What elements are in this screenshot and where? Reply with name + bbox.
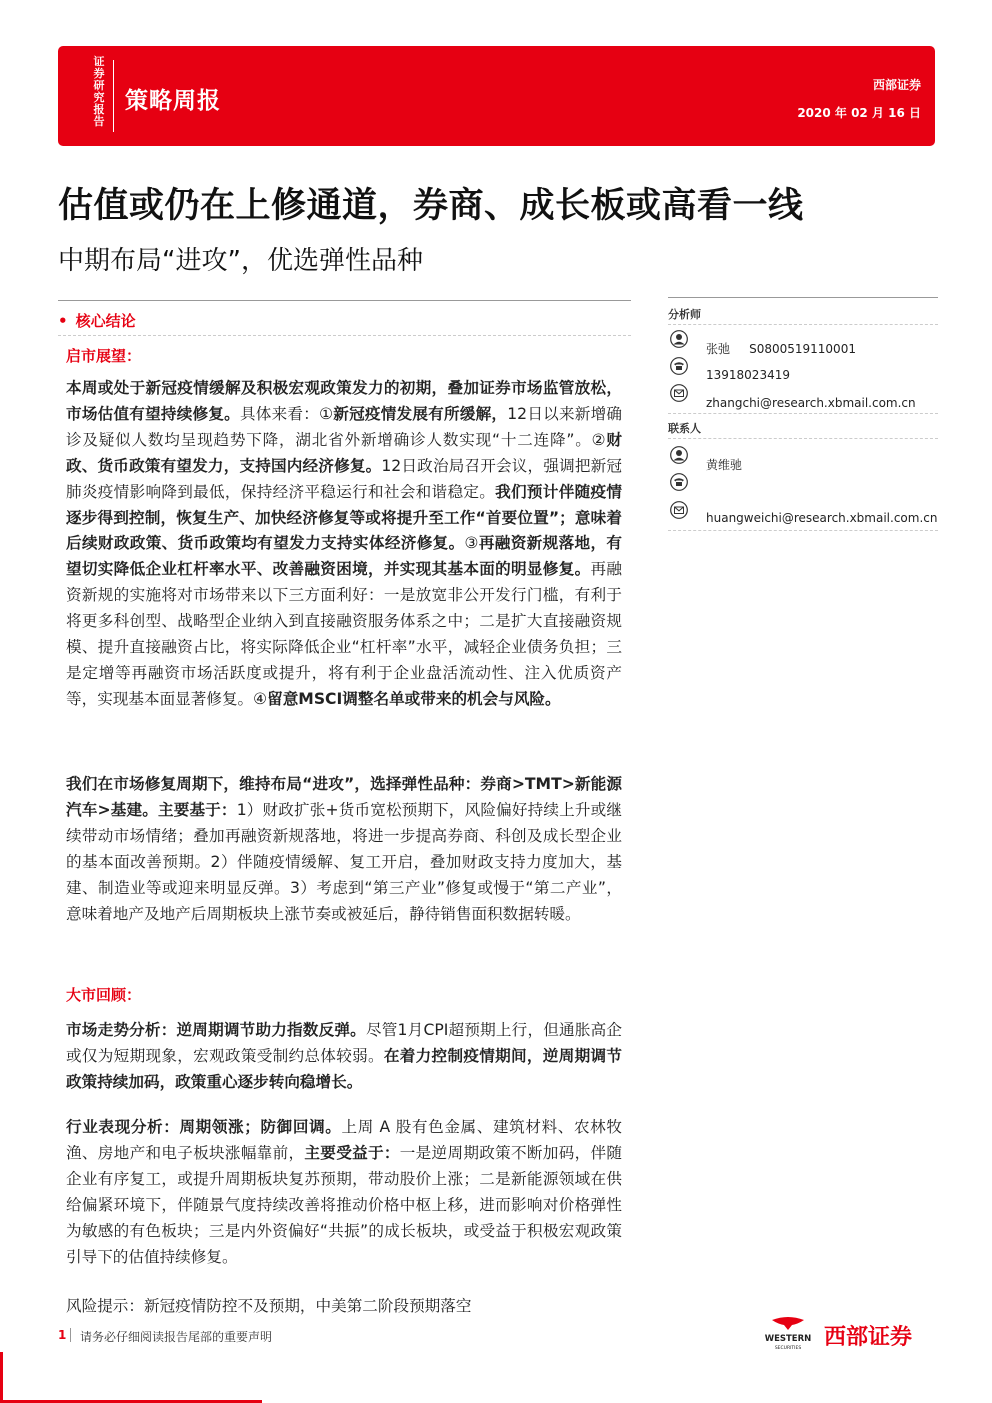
- core-conclusion-heading: [58, 310, 136, 331]
- person-icon: [670, 330, 688, 348]
- contact-name: 黄维驰: [706, 458, 743, 472]
- person-icon: [670, 446, 688, 464]
- page-subtitle: 中期布局“进攻”，优选弹性品种: [58, 246, 423, 276]
- core-heading-text: 核心结论: [75, 312, 136, 330]
- report-date: 2020 年 02 月 16 日: [797, 106, 921, 120]
- mail-icon: [670, 501, 688, 519]
- bullet-icon: •: [58, 312, 68, 330]
- text-bold: 行业表现分析：周期领涨；防御回调。: [66, 1118, 342, 1136]
- sidebar-divider: [668, 530, 938, 531]
- text: 上周 A 股有色金属、建筑材料、农林牧渔、房地产和电子板块涨幅靠前，: [66, 1118, 622, 1162]
- paragraph-market-trend: [66, 1018, 622, 1096]
- text: 1）财政扩张+货币宽松预期下，风险偏好持续上升或继续带动市场情绪；叠加再融资新规落地，将进一步提高券商、科创及成长型企业的基本面改善预期。2）伴随疫情缓解、复工开启，叠加财政支持力度加大，基建、制造业等或迎来明显反弹。3）考虑到“第三产业”修复或慢于“第二产业”，意味着地产及地产后周期板块上涨节奏或被延后，静待销售面积数据转暖。: [66, 800, 622, 923]
- section-heading-review: 大市回顾：: [66, 986, 142, 1004]
- text-bold: 我们在市场修复周期下，维持布局“进攻”，选择弹性品种：券商>TMT>新能源汽车>基建。主要基于：: [66, 775, 622, 819]
- analyst-email: zhangchi@research.xbmail.com.cn: [706, 396, 916, 410]
- text: ③: [464, 534, 479, 553]
- sidebar-divider: [668, 413, 938, 414]
- divider-right: [668, 297, 938, 298]
- section-heading-outlook: 启市展望：: [66, 347, 142, 365]
- brand-name: 西部证券: [872, 78, 921, 92]
- logo-english-bottom: SECURITIES: [774, 1346, 802, 1351]
- sidebar-divider: [668, 438, 938, 439]
- page-title: 估值或仍在上修通道，券商、成长板或高看一线: [58, 186, 804, 226]
- footer-divider: [70, 1328, 71, 1342]
- paragraph-outlook: [66, 376, 622, 713]
- risk-warning: 风险提示：新冠疫情防控不及预期，中美第二阶段预期落空: [66, 1297, 472, 1315]
- text: 12日以来新增确诊及疑似人数均呈现趋势下降，湖北省外新增确诊人数实现“十二连降”。②: [66, 404, 622, 449]
- vertical-label: 证券研究报告: [93, 55, 105, 128]
- text-bold: 在着力控制疫情期间，逆周期调节政策持续加码，政策重心逐步转向稳增长。: [66, 1046, 622, 1091]
- paragraph-industry: [66, 1115, 622, 1270]
- corner-accent-vertical: [0, 1352, 3, 1403]
- text-bold: 财政、货币政策有望发力，支持国内经济修复。: [66, 430, 622, 475]
- analyst-license: S0800519110001: [749, 342, 856, 356]
- banner-divider: [113, 60, 114, 132]
- core-divider: [58, 335, 631, 336]
- phone-icon: [670, 473, 688, 491]
- phone-icon: [670, 357, 688, 375]
- analyst-name: 张弛: [706, 342, 731, 356]
- text-bold: 再融资新规落地，有望切实降低企业杠杆率水平、改善融资困境，并实现其基本面的明显修复。: [66, 534, 622, 579]
- contact-email: huangweichi@research.xbmail.com.cn: [706, 511, 938, 525]
- text: 再融资新规的实施将对市场带来以下三方面利好：一是放宽非公开发行门槛，有利于将更多科创型、战略型企业纳入到直接融资服务体系之中；二是扩大直接融资规模、提升直接融资占比，将实际降低企业“杠杆率”水平，减轻企业债务负担；三是定增等再融资市场活跃度或提升，将有利于企业盘活流动性、注入优质资产等，实现基本面显著修复。④: [66, 560, 622, 708]
- analyst-heading: 分析师: [668, 308, 701, 321]
- footer-notice: 请务必仔细阅读报告尾部的重要声明: [80, 1330, 273, 1344]
- text: 具体来看：①: [239, 404, 334, 423]
- paragraph-strategy: [66, 772, 622, 927]
- text-bold: 本周或处于新冠疫情缓解及积极宏观政策发力的初期，叠加证券市场监管放松，市场估值有望持续修复。: [66, 379, 622, 423]
- header-banner: [58, 46, 935, 146]
- western-securities-logo: [758, 1316, 818, 1352]
- text-bold: 新冠疫情发展有所缓解，: [333, 404, 508, 423]
- text: 12日政治局召开会议，强调把新冠肺炎疫情影响降到最低，保持经济平稳运行和社会和谐稳定。: [66, 456, 622, 501]
- text-bold: 市场走势分析：逆周期调节助力指数反弹。: [66, 1021, 366, 1039]
- page-number: 1: [58, 1328, 67, 1342]
- sidebar-divider: [668, 324, 938, 325]
- analyst-name-line: [706, 340, 856, 357]
- report-type: 策略周报: [125, 88, 221, 114]
- text: 尽管1月CPI超预期上行，但通胀高企或仅为短期现象，宏观政策受制约总体较弱。: [66, 1021, 622, 1065]
- text-bold: 主要受益于：: [304, 1143, 400, 1162]
- divider-left: [58, 300, 631, 301]
- analyst-phone: 13918023419: [706, 368, 790, 382]
- text: 一是逆周期政策不断加码，伴随企业有序复工，或提升周期板块复苏预期，带动股价上涨；二是新能源领域在供给偏紧环境下，伴随景气度持续改善将推动价格中枢上移，进而影响对价格弹性为敏感的有色板块；三是内外资偏好“共振”的成长板块，或受益于积极宏观政策引导下的估值持续修复。: [66, 1143, 622, 1266]
- text-bold: 我们预计伴随疫情逐步得到控制，恢复生产、加快经济修复等或将提升至工作“首要位置”；意味着后续财政政策、货币政策均有望发力支持实体经济修复。: [66, 482, 622, 553]
- text-bold: 留意MSCI调整名单或带来的机会与风险。: [267, 689, 561, 708]
- contact-heading: 联系人: [668, 422, 701, 435]
- logo-english-top: WESTERN: [764, 1334, 812, 1344]
- logo-chinese-name: 西部证券: [824, 1325, 913, 1350]
- mail-icon: [670, 384, 688, 402]
